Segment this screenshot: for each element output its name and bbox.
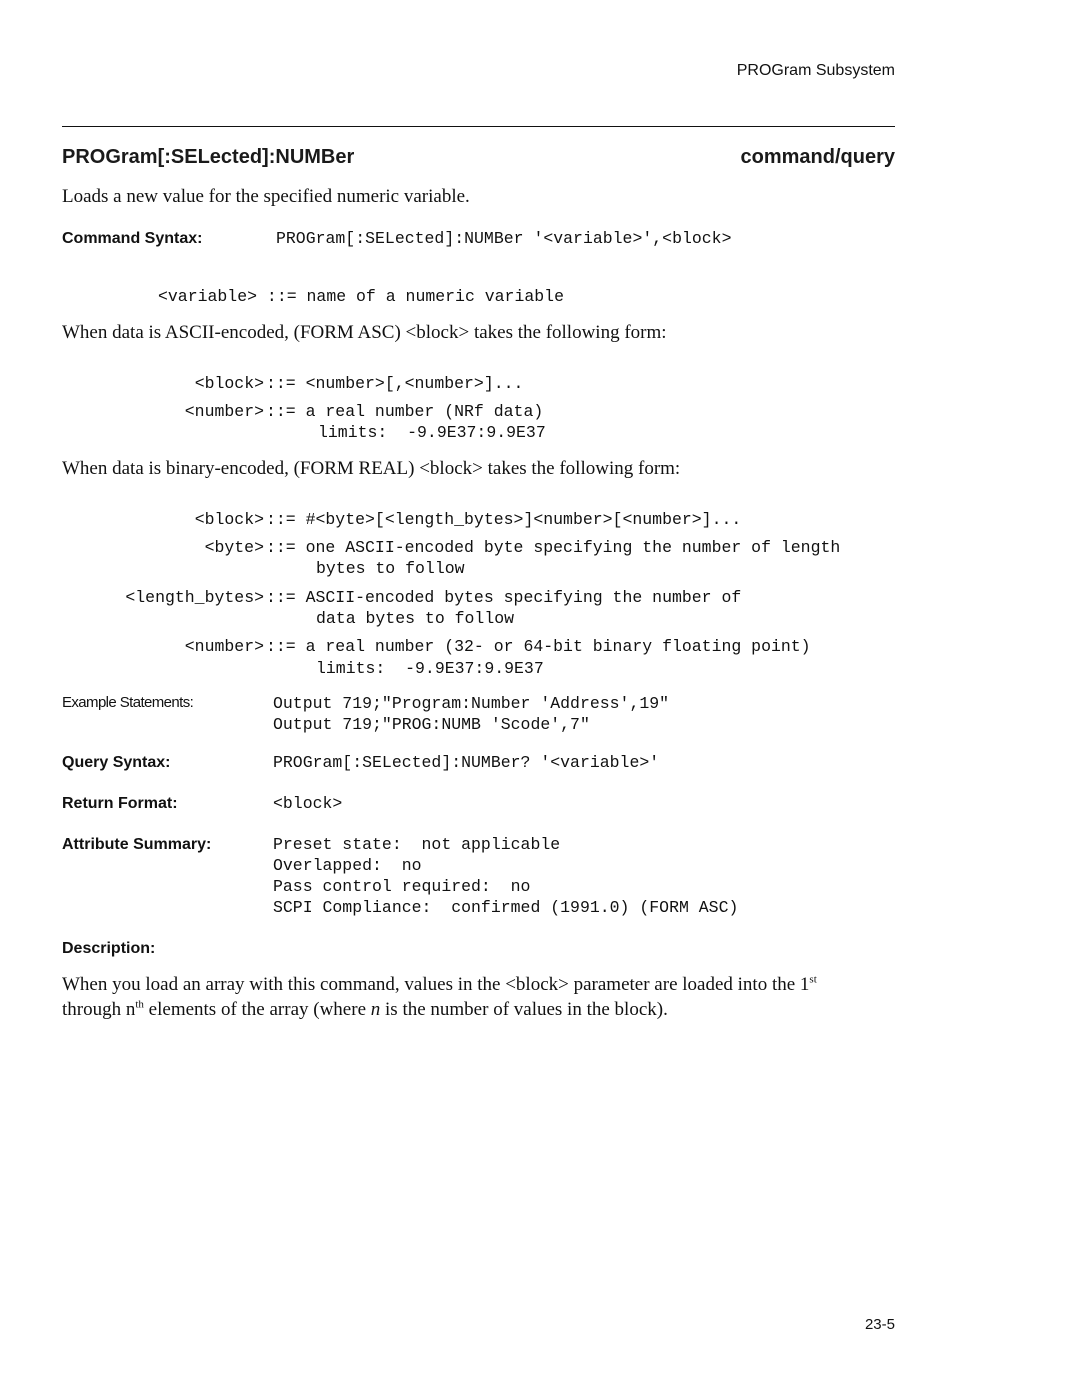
ascii-block-lhs: <block> xyxy=(194,374,264,393)
ascii-block-rhs: ::= <number>[,<number>]... xyxy=(266,374,524,393)
ascii-number-lhs: <number> xyxy=(184,402,264,421)
binary-block-lhs: <block> xyxy=(194,510,264,529)
page-number: 23-5 xyxy=(864,1316,895,1333)
query-syntax-label: Query Syntax: xyxy=(62,754,171,771)
command-syntax-label: Command Syntax: xyxy=(62,230,203,247)
attribute-line: SCPI Compliance: confirmed (1991.0) (FORM ASC) xyxy=(273,898,739,917)
example-line: Output 719;"Program:Number 'Address',19" xyxy=(273,694,670,713)
description-line-2: through $n^{th}$ elements of the array (where n is the number of values in the block). xyxy=(62,998,668,1020)
binary-length-lhs: <length_bytes> xyxy=(125,588,264,607)
command-title: PROGram[:SELected]:NUMBer xyxy=(62,146,355,168)
ascii-number-rhs: ::= a real number (NRf data) xyxy=(266,402,544,421)
ascii-number-limits: limits: -9.9E37:9.9E37 xyxy=(318,423,546,442)
binary-block-rhs: ::= #<byte>[<length_bytes>]<number>[<number>]... xyxy=(266,510,742,529)
command-summary: Loads a new value for the specified numeric variable. xyxy=(62,186,470,207)
description-label: Description: xyxy=(62,940,156,957)
command-type: command/query xyxy=(740,146,895,168)
binary-form-intro: When data is binary-encoded, (FORM REAL) <block> takes the following form: xyxy=(62,458,681,479)
attribute-line: Pass control required: no xyxy=(273,877,531,896)
return-format-value: <block> xyxy=(273,794,343,813)
binary-byte-rhs-1: ::= one ASCII-encoded byte specifying the number of length xyxy=(266,538,841,557)
binary-number-lhs: <number> xyxy=(184,637,264,656)
header-rule xyxy=(62,126,895,127)
variable-definition: <variable> ::= name of a numeric variable xyxy=(158,287,564,306)
description-line-1: When you load an array with this command, values in the <block> parameter are loaded into the 1st xyxy=(62,973,817,995)
binary-number-rhs: ::= a real number (32- or 64-bit binary floating point) xyxy=(266,637,811,656)
query-syntax: PROGram[:SELected]:NUMBer? '<variable>' xyxy=(273,753,660,772)
attribute-line: Overlapped: no xyxy=(273,856,422,875)
binary-length-rhs-2: data bytes to follow xyxy=(316,609,515,628)
command-syntax: PROGram[:SELected]:NUMBer '<variable>',<block> xyxy=(276,229,732,248)
ascii-form-intro: When data is ASCII-encoded, (FORM ASC) <block> takes the following form: xyxy=(62,322,667,343)
example-line: Output 719;"PROG:NUMB 'Scode',7" xyxy=(273,715,590,734)
binary-byte-rhs-2: bytes to follow xyxy=(316,559,465,578)
return-format-label: Return Format: xyxy=(62,795,178,812)
attribute-summary-label: Attribute Summary: xyxy=(62,836,212,853)
running-header: PROGram Subsystem xyxy=(736,62,895,79)
binary-number-limits: limits: -9.9E37:9.9E37 xyxy=(316,659,544,678)
examples-label: Example Statements: xyxy=(62,694,194,711)
attribute-line: Preset state: not applicable xyxy=(273,835,561,854)
binary-length-rhs-1: ::= ASCII-encoded bytes specifying the number of xyxy=(266,588,742,607)
binary-byte-lhs: <byte> xyxy=(204,538,264,557)
